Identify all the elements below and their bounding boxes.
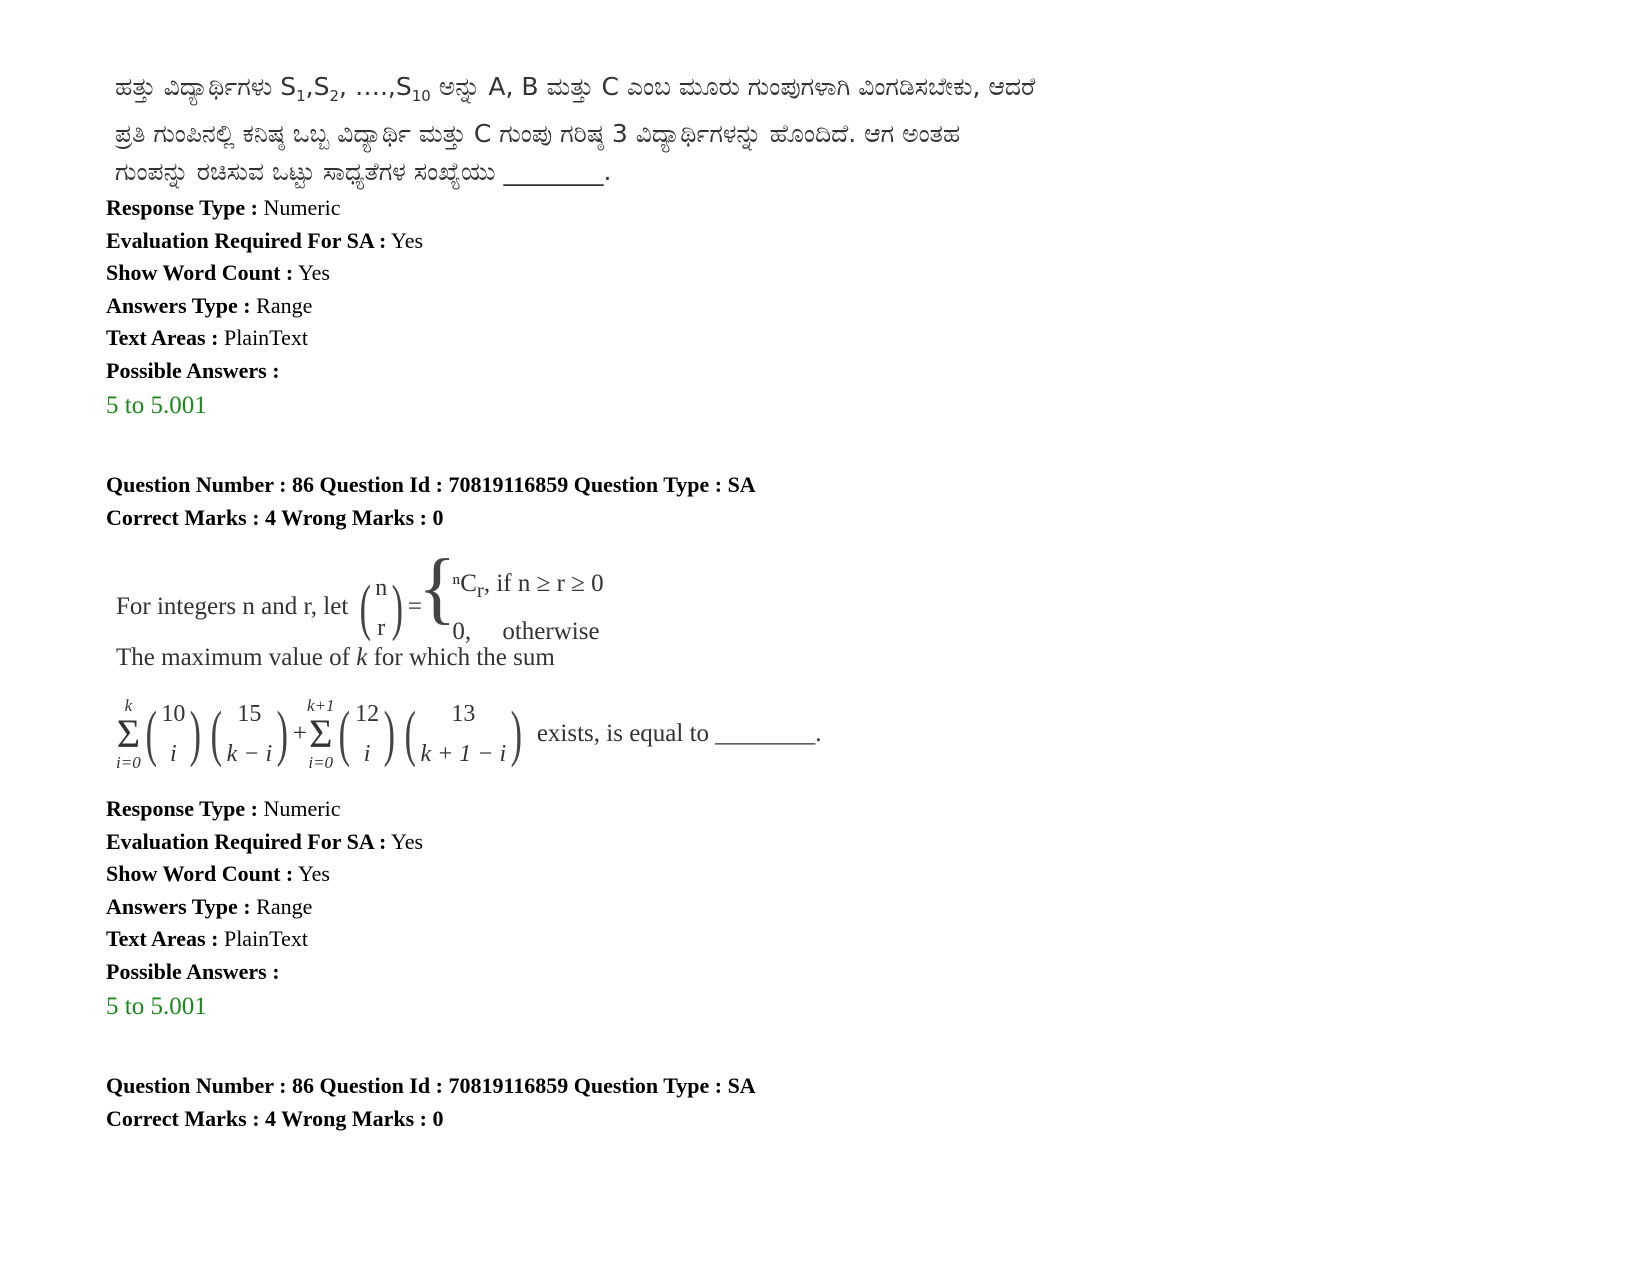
possible-answer: 5 to 5.001 (106, 391, 207, 419)
question-86-line2: The maximum value of k for which the sum (116, 644, 555, 671)
meta-show-word-count: Show Word Count : Yes (106, 861, 330, 887)
meta-answers-type: Answers Type : Range (106, 292, 313, 318)
meta-show-word-count: Show Word Count : Yes (106, 260, 330, 286)
question-86b-header (106, 1069, 756, 1135)
meta-possible-answers: Possible Answers : (106, 958, 280, 984)
question-86-meta (106, 793, 423, 1023)
question-marks: Correct Marks : 4 Wrong Marks : 0 (106, 505, 444, 530)
meta-possible-answers: Possible Answers : (106, 357, 280, 383)
meta-evaluation-required: Evaluation Required For SA : Yes (106, 828, 424, 854)
binomial-n-r: ( n r ) (359, 574, 404, 643)
meta-response-type: Response Type : Numeric (106, 796, 341, 821)
question-86-sum-expression: k Σ i=0 ( 10 i ) ( 15 k − i ) + k+1 Σ i=0 ( 12 i ) ( 13 k + 1 − i ) exists, is equal to ________. (116, 696, 822, 772)
question-86-header (106, 468, 756, 534)
meta-response-type: Response Type : Numeric (106, 195, 341, 220)
sigma-1: k Σ i=0 (116, 696, 141, 772)
question-info: Question Number : 86 Question Id : 70819116859 Question Type : SA (106, 1073, 756, 1098)
meta-text-areas: Text Areas : PlainText (106, 926, 308, 952)
meta-text-areas: Text Areas : PlainText (106, 325, 308, 351)
sigma-2: k+1 Σ i=0 (306, 696, 335, 772)
meta-evaluation-required: Evaluation Required For SA : Yes (106, 227, 424, 253)
question-85-text (115, 68, 1155, 191)
meta-answers-type: Answers Type : Range (106, 893, 313, 919)
question-text-line: ಪ್ರತಿ ಗುಂಪಿನಲ್ಲಿ ಕನಿಷ್ಠ ಒಬ್ಬ ವಿದ್ಯಾರ್ಥಿ ಮತ್ತು C ಗುಂಪು ಗರಿಷ್ಠ 3 ವಿದ್ಯಾರ್ಥಿಗಳನ್ನು ಹೊಂದಿದೆ. ಆಗ ಅಂತಹ (115, 119, 961, 148)
question-86-definition: For integers n and r, let ( n r ) ={ ⁿC$_r$, if n ≥ r ≥ 0 0, otherwise (116, 548, 604, 653)
question-marks: Correct Marks : 4 Wrong Marks : 0 (106, 1106, 444, 1131)
possible-answer: 5 to 5.001 (106, 992, 207, 1020)
question-text-line: ಹತ್ತು ವಿದ್ಯಾರ್ಥಿಗಳು $S_1,S_2$, $\dots.,S_{10}$ ಅನ್ನು A, B ಮತ್ತು C ಎಂಬ ಮೂರು ಗುಂಪುಗಳಾಗಿ ವಿಂಗಡಿಸಬೇಕು, ಆದರೆ (115, 72, 1036, 105)
question-text-line: ಗುಂಪನ್ನು ರಚಿಸುವ ಒಟ್ಟು ಸಾಧ್ಯತೆಗಳ ಸಂಖ್ಯೆಯು ________. (115, 157, 612, 186)
question-85-meta (106, 192, 423, 422)
question-info: Question Number : 86 Question Id : 70819116859 Question Type : SA (106, 472, 756, 497)
